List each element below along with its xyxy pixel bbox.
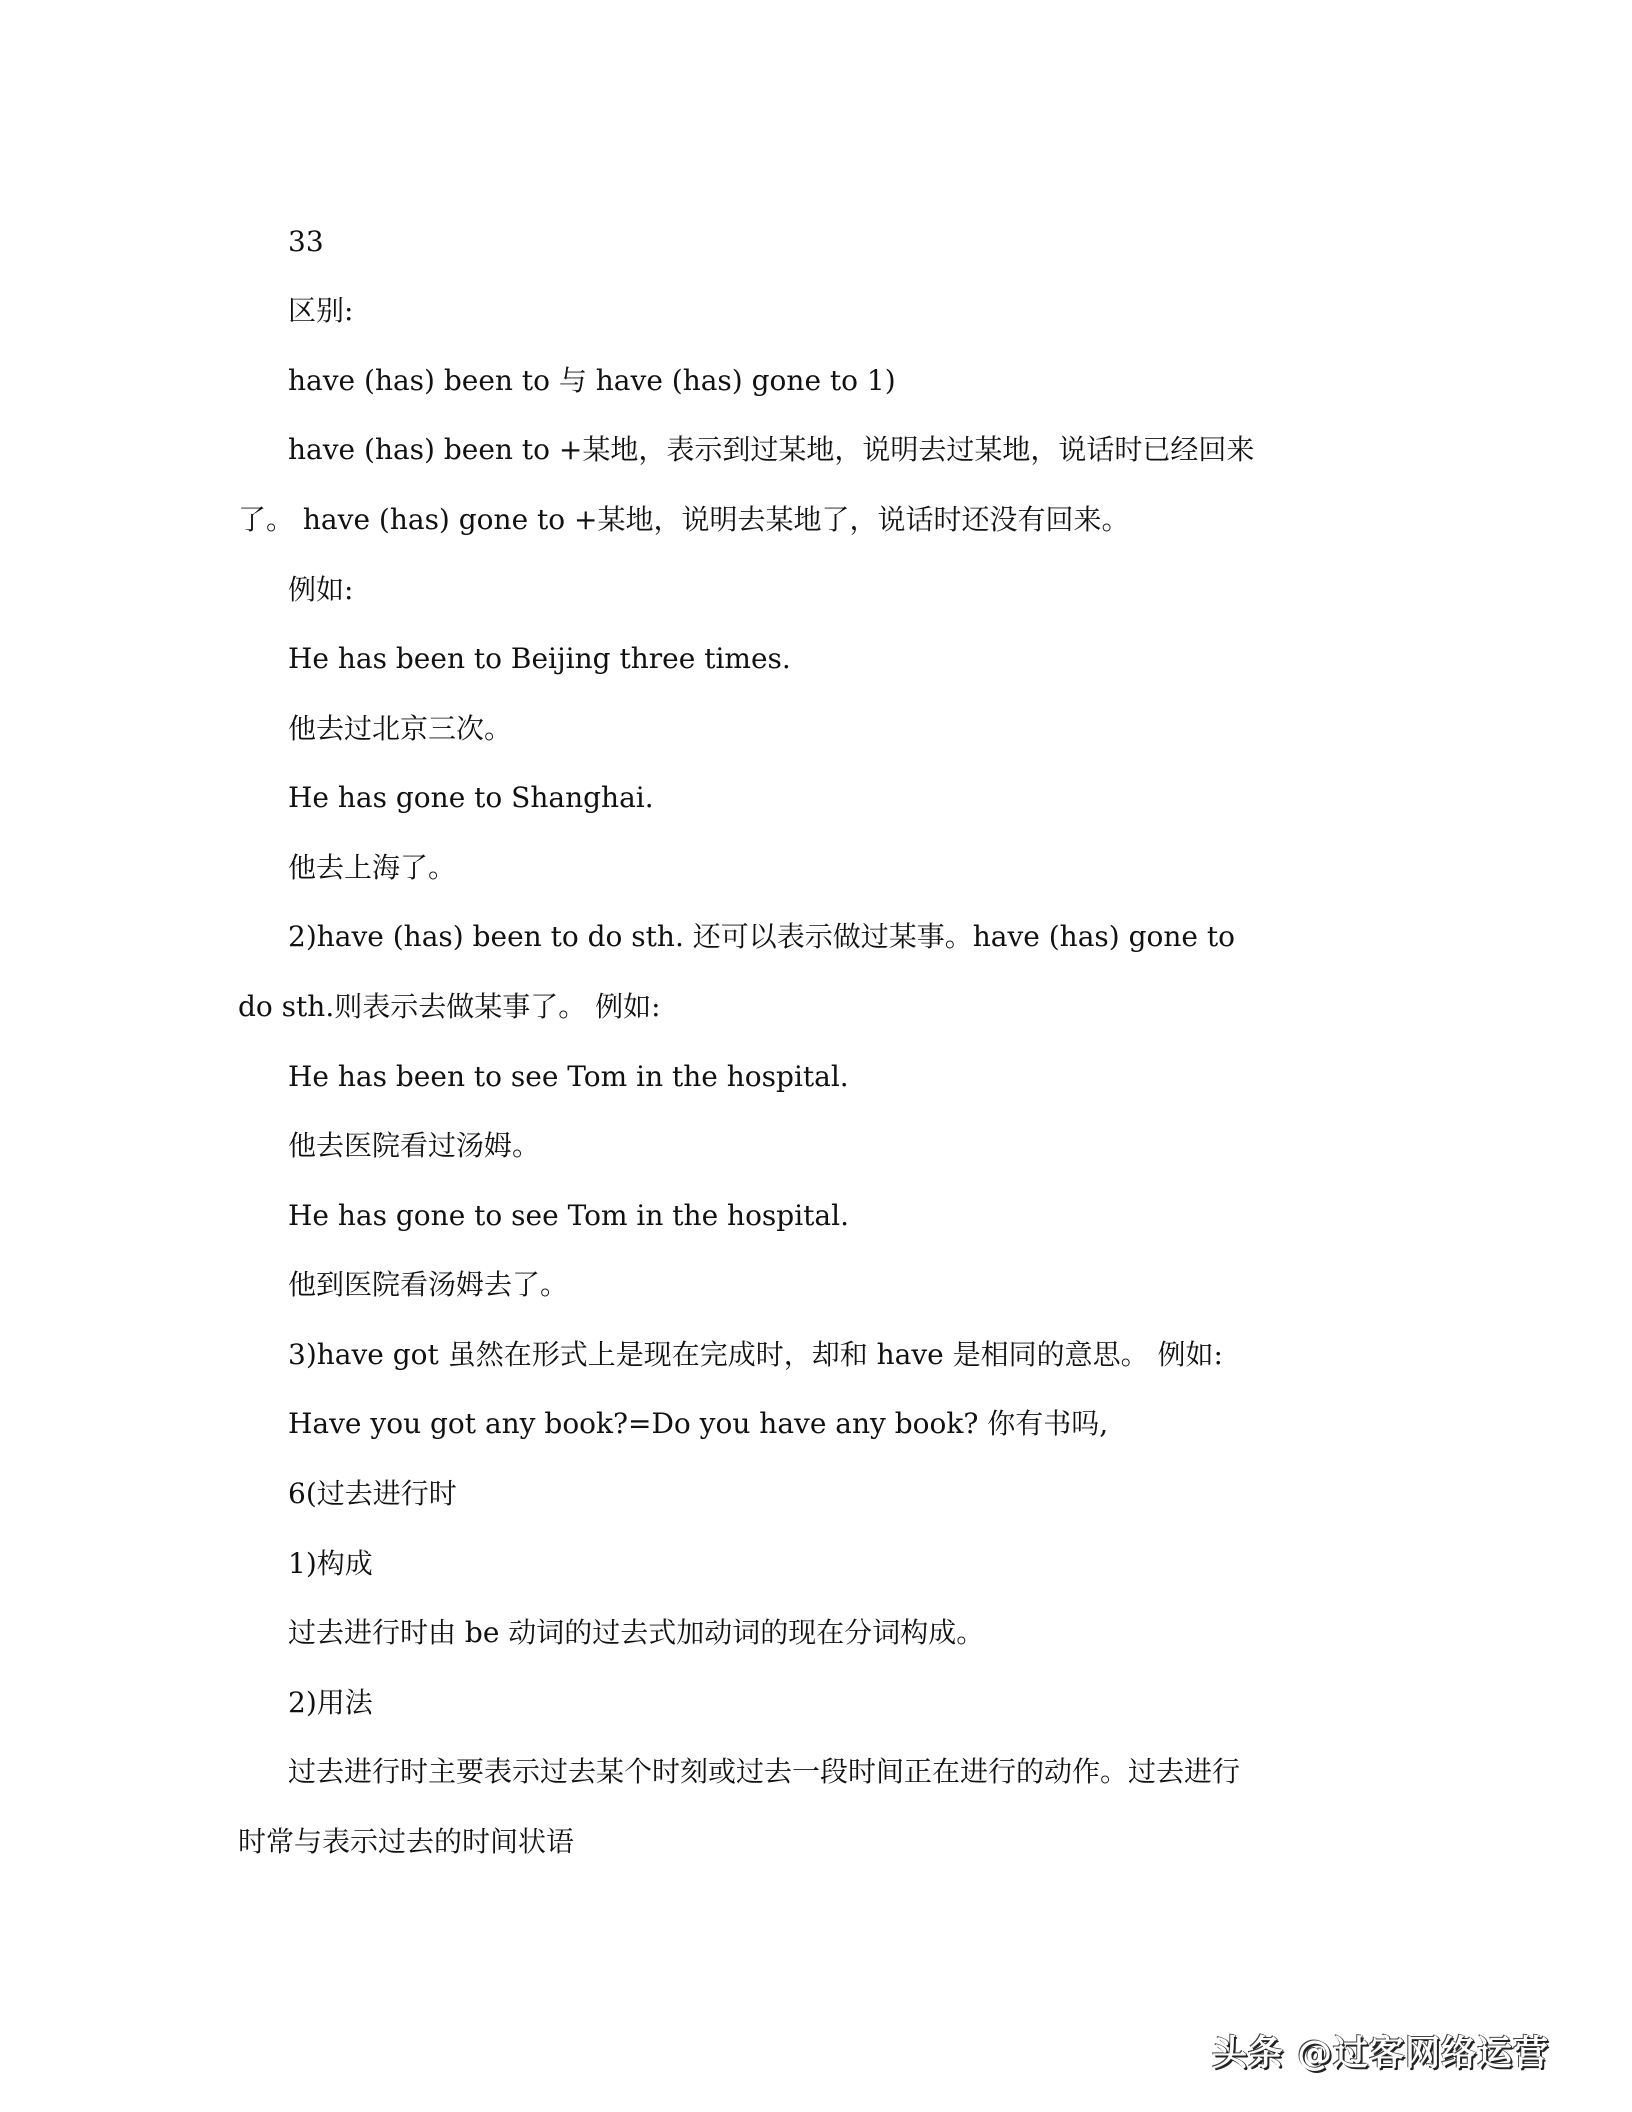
- section-heading-difference: 区别:: [288, 294, 354, 327]
- section-heading-past-continuous: 6(过去进行时: [288, 1477, 457, 1510]
- example-translation: 他去过北京三次。: [288, 712, 513, 745]
- example-sentence: He has gone to Shanghai.: [288, 781, 654, 814]
- example-translation: 他去医院看过汤姆。: [288, 1129, 541, 1162]
- paragraph-line: 2)have (has) been to do sth. 还可以表示做过某事。have (has) gone to: [288, 920, 1235, 953]
- example-sentence: He has been to see Tom in the hospital.: [288, 1060, 849, 1093]
- paragraph-line: 3)have got 虽然在形式上是现在完成时，却和 have 是相同的意思。 例如:: [288, 1338, 1223, 1371]
- paragraph-line: 过去进行时由 be 动词的过去式加动词的现在分词构成。: [288, 1616, 985, 1649]
- example-sentence: He has gone to see Tom in the hospital.: [288, 1199, 849, 1232]
- watermark: 头条 @过客网络运营: [1212, 2034, 1550, 2074]
- paragraph-line: do sth.则表示去做某事了。 例如:: [238, 990, 661, 1023]
- subheading-formation: 1)构成: [288, 1547, 373, 1580]
- paragraph-line: have (has) been to +某地，表示到过某地，说明去过某地，说话时已经回来: [288, 433, 1255, 466]
- example-translation: 他去上海了。: [288, 851, 457, 884]
- paragraph-line: 时常与表示过去的时间状语: [238, 1825, 575, 1858]
- example-sentence: He has been to Beijing three times.: [288, 642, 791, 675]
- example-sentence: Have you got any book?=Do you have any book? 你有书吗,: [288, 1407, 1109, 1440]
- example-label: 例如:: [288, 573, 354, 606]
- example-translation: 他到医院看汤姆去了。: [288, 1268, 569, 1301]
- page-number: 33: [288, 225, 324, 258]
- paragraph-line: 过去进行时主要表示过去某个时刻或过去一段时间正在进行的动作。过去进行: [288, 1755, 1241, 1788]
- paragraph-line: have (has) been to 与 have (has) gone to 1): [288, 364, 896, 397]
- subheading-usage: 2)用法: [288, 1686, 373, 1719]
- paragraph-line: 了。 have (has) gone to +某地，说明去某地了，说话时还没有回来。: [238, 503, 1130, 536]
